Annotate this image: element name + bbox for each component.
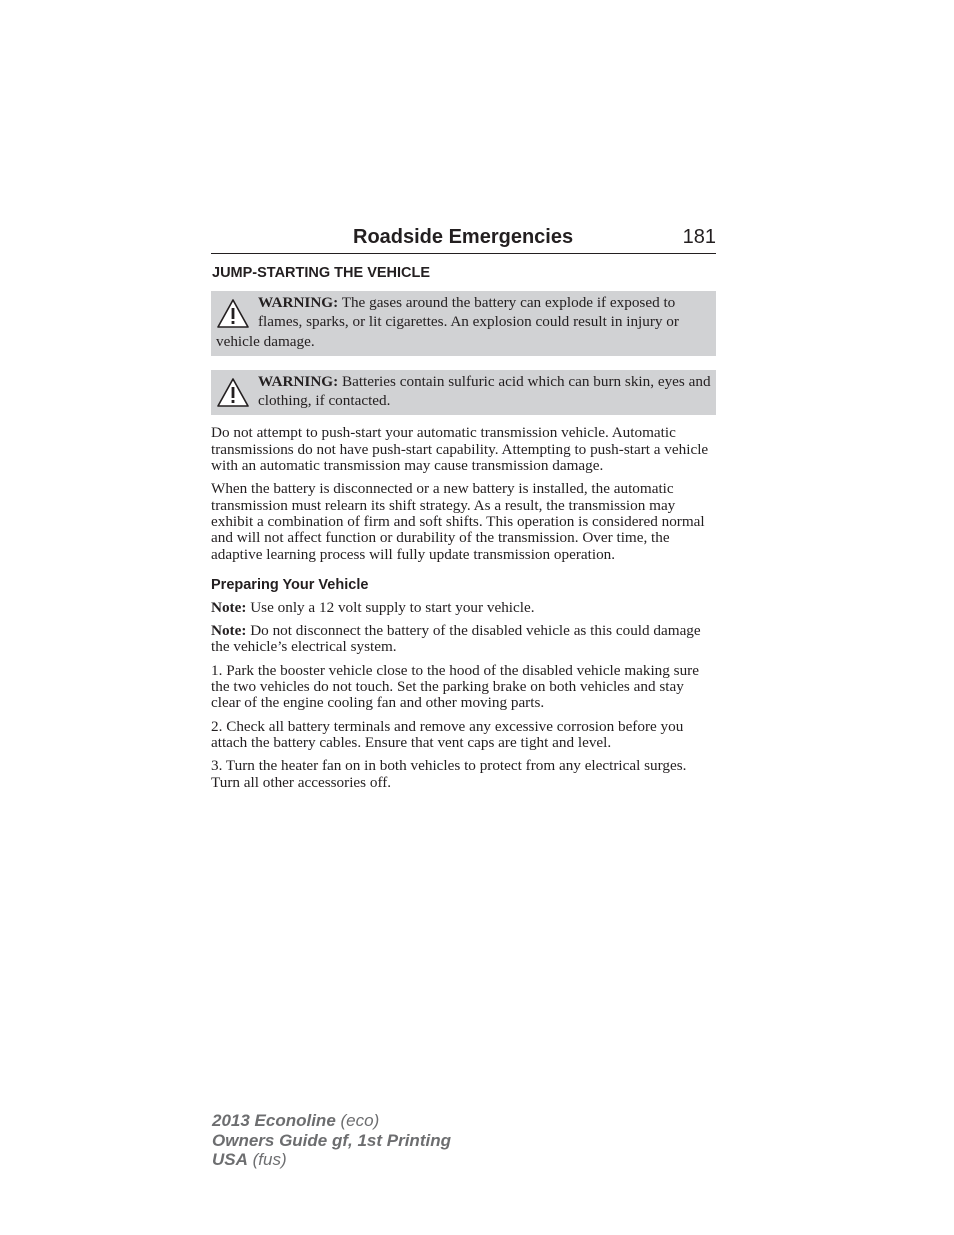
page-footer	[212, 1111, 451, 1170]
footer-line	[212, 1131, 451, 1151]
note-label: Note:	[211, 622, 247, 640]
manual-page	[211, 226, 716, 798]
warning-label: WARNING:	[258, 372, 339, 390]
warning-triangle-icon	[216, 376, 250, 410]
footer-edition: Owners Guide gf, 1st Printing	[212, 1130, 451, 1150]
footer-model-code: (eco)	[340, 1111, 380, 1130]
step-item: 1. Park the booster vehicle close to the hood of the disabled vehicle making sure the two vehicles do not touch. Set the parking brake on both vehicles and stay clear of the engine cooling fan and other moving parts.	[211, 661, 699, 712]
warning-box	[211, 370, 716, 416]
note-text: Use only a 12 volt supply to start your vehicle.	[250, 598, 535, 616]
step-item: 2. Check all battery terminals and remove any excessive corrosion before you attach the battery cables. Ensure that vent caps are tight and level.	[211, 717, 684, 751]
chapter-title: Roadside Emergencies	[353, 226, 574, 248]
warning-text: The gases around the battery can explode if exposed to flames, sparks, or lit cigarettes. An explosion could result in injury or vehicle damage.	[216, 294, 679, 350]
warning-label: WARNING:	[258, 294, 339, 311]
page-header	[211, 226, 716, 254]
note-label: Note:	[211, 598, 247, 616]
warning-text: Batteries contain sulfuric acid which can burn skin, eyes and clothing, if contacted.	[258, 372, 711, 410]
section-title: JUMP-STARTING THE VEHICLE	[212, 265, 431, 281]
footer-line	[212, 1111, 451, 1131]
footer-model: 2013 Econoline	[212, 1111, 336, 1130]
footer-line	[212, 1150, 451, 1170]
step-item: 3. Turn the heater fan on in both vehicles to protect from any electrical surges. Turn all other accessories off.	[211, 757, 687, 791]
paragraph: Do not attempt to push-start your automatic transmission vehicle. Automatic transmissions do not have push-start capability. Attempting to push-start a vehicle with an automatic transmission may cause transmission damage.	[211, 424, 709, 475]
warning-box	[211, 291, 716, 356]
warning-triangle-icon	[216, 297, 250, 331]
footer-market-code: (fus)	[252, 1150, 287, 1169]
note	[211, 600, 716, 616]
note	[211, 623, 716, 656]
note-text: Do not disconnect the battery of the disabled vehicle as this could damage the vehicle’s electrical system.	[211, 622, 701, 656]
page-number: 181	[682, 226, 716, 248]
footer-market: USA	[212, 1150, 248, 1169]
subheading: Preparing Your Vehicle	[211, 576, 369, 593]
paragraph: When the battery is disconnected or a new battery is installed, the automatic transmission must relearn its shift strategy. As a result, the transmission may exhibit a combination of firm and soft shifts. This operation is considered normal and will not affect function or durability of the transmission. Over time, the adaptive learning process will fully update transmission operation.	[211, 480, 705, 563]
